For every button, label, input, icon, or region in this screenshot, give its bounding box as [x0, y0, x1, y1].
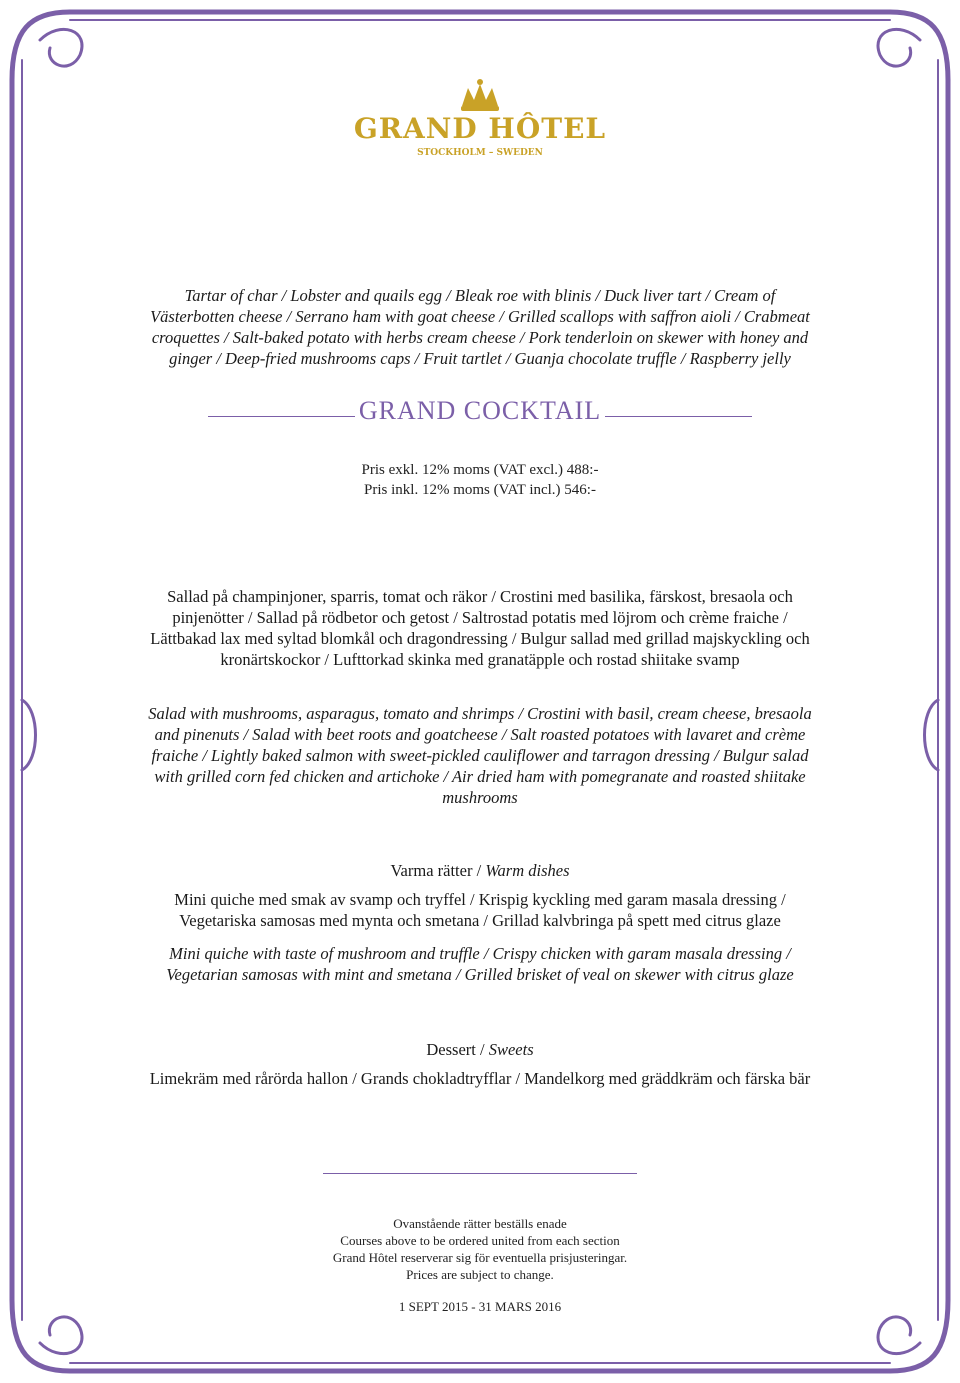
logo-name: GRAND HÔTEL: [353, 112, 607, 145]
dessert-swedish: Limekräm med rårörda hallon / Grands chokladtryfflar / Mandelkorg med gräddkräm och färska bär: [149, 1069, 811, 1088]
dessert-heading: [120, 1039, 840, 1060]
dessert-heading-en: Sweets: [488, 1040, 534, 1059]
footer-line-1: Ovanstående rätter beställs enade: [393, 1216, 567, 1231]
cocktail-title: GRAND COCKTAIL: [355, 396, 605, 425]
warm-heading: [120, 860, 840, 881]
dessert-heading-sv: Dessert: [426, 1040, 476, 1059]
cold-dishes-swedish: Sallad på champinjoner, sparris, tomat och räkor / Crostini med basilika, färskost, bresaola och pinjenötter / Sallad på rödbetor och getost / Saltrostad potatis med löjrom och crème fraiche / Lättbakad lax med syltad blomkål och dragondressing / Bulgur sallad med grillad majskyckling och kronärtskockor / Lufttorkad skinka med granatäpple och rostad shiitake svamp: [150, 587, 810, 669]
logo-subtitle: STOCKHOLM – SWEDEN: [417, 148, 543, 158]
footer-line-3: Grand Hôtel reserverar sig för eventuella prisjusteringar.: [332, 1250, 628, 1265]
warm-dishes-swedish: Mini quiche med smak av svamp och tryffel / Krispig kyckling med garam masala dressing / Vegetariska samosas med mynta och smetana / Grillad kalvbringa på spett med citrus glaze: [174, 890, 786, 930]
cocktail-title-wrap: [330, 396, 630, 426]
warm-heading-sep: /: [472, 861, 486, 880]
footer-line-2: Courses above to be ordered united from each section: [340, 1233, 620, 1248]
dessert-heading-sep: /: [475, 1040, 489, 1059]
footer-line-4: Prices are subject to change.: [406, 1267, 554, 1282]
price-excl: Pris exkl. 12% moms (VAT excl.) 488:-: [361, 462, 599, 478]
price-incl: Pris inkl. 12% moms (VAT incl.) 546:-: [364, 482, 596, 498]
validity-dates: 1 SEPT 2015 - 31 MARS 2016: [398, 1299, 562, 1314]
footer-divider: [323, 1173, 637, 1174]
warm-heading-en: Warm dishes: [485, 861, 570, 880]
hotel-logo: [340, 78, 620, 168]
cocktail-items: Tartar of char / Lobster and quails egg / Bleak roe with blinis / Duck liver tart / Cream of Västerbotten cheese / Serrano ham with goat cheese / Grilled scallops with saffron aioli / Crabmeat croquettes / Salt-baked potato with herbs cream cheese / Pork tenderloin on skewer with honey and ginger / Deep-fried mushrooms caps / Fruit tartlet / Guanja chocolate truffle / Raspberry jelly: [150, 286, 810, 368]
warm-heading-sv: Varma rätter: [390, 861, 473, 880]
cold-dishes-english: Salad with mushrooms, asparagus, tomato and shrimps / Crostini with basil, cream cheese, bresaola and pinenuts / Salad with beet roots and goatcheese / Salt roasted potatoes with lavaret and crème fraiche / Lightly baked salmon with sweet-pickled cauliflower and tarragon dressing / Bulgur salad with grilled corn fed chicken and artichoke / Air dried ham with pomegranate and roasted shiitake mushrooms: [148, 704, 812, 807]
warm-dishes-english: Mini quiche with taste of mushroom and truffle / Crispy chicken with garam masala dressing / Vegetarian samosas with mint and smetana / Grilled brisket of veal on skewer with citrus glaze: [166, 944, 794, 984]
